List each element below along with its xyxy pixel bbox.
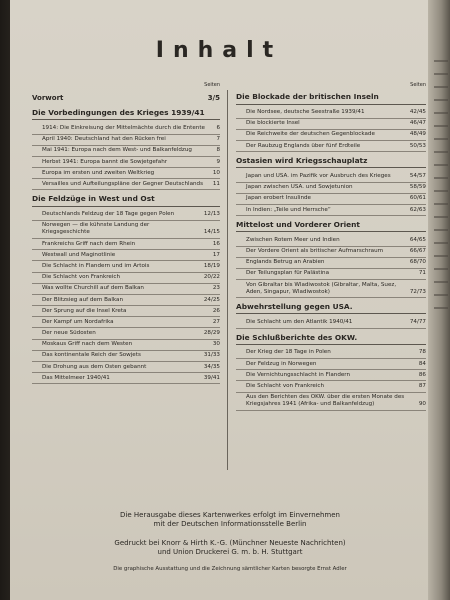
toc-entry-page: 87 bbox=[418, 383, 426, 389]
toc-entry bbox=[32, 328, 220, 339]
toc-entry bbox=[32, 340, 220, 351]
toc-entry bbox=[236, 183, 426, 194]
toc-entry-title: Europa im ersten und zweiten Weltkrieg bbox=[42, 169, 155, 176]
toc-entry-page: 28/29 bbox=[203, 330, 220, 337]
toc-entry-title: In Indien: „Teile und Herrsche“ bbox=[246, 206, 331, 213]
toc-entry bbox=[236, 108, 426, 119]
toc-entry bbox=[32, 168, 220, 179]
toc-entry-page: 6 bbox=[216, 125, 220, 132]
section-heading: Die Vorbedingungen des Krieges 1939/41 bbox=[32, 108, 220, 120]
toc-entry bbox=[32, 295, 220, 306]
toc-entry bbox=[236, 269, 426, 280]
page-title: Inhalt bbox=[155, 38, 283, 63]
publication-note-line2: mit der Deutschen Informationsstelle Berlin bbox=[153, 520, 307, 529]
toc-entry-title: Der Blitzsieg auf dem Balkan bbox=[42, 296, 124, 303]
toc-entry-title: Westwall und Maginotlinie bbox=[42, 251, 116, 258]
toc-entry-title: Japan und USA. im Pazifik vor Ausbruch des Krieges bbox=[246, 173, 391, 180]
toc-entry-title: Der neue Südosten bbox=[42, 330, 96, 337]
toc-entry bbox=[32, 273, 220, 284]
left-seiten-label: Seiten bbox=[204, 82, 220, 88]
toc-entry-page: 9 bbox=[216, 158, 220, 165]
toc-entry bbox=[32, 250, 220, 261]
toc-entry-title: Von Gibraltar bis Wladiwostok (Gibraltar, Malta, Suez, Aden, Singapur, Wladiwostok) bbox=[246, 281, 397, 295]
toc-entry-title: Die Schlacht um den Atlantik 1940/41 bbox=[246, 319, 353, 326]
next-page-text-marks bbox=[434, 60, 448, 320]
toc-entry-title: Der Vordere Orient als britischer Aufmarschraum bbox=[246, 248, 384, 255]
toc-entry bbox=[32, 284, 220, 295]
toc-entry bbox=[236, 359, 426, 370]
toc-entry bbox=[236, 235, 426, 246]
toc-entry bbox=[32, 123, 220, 134]
toc-entry-page: 18/19 bbox=[203, 262, 220, 269]
toc-entry bbox=[236, 247, 426, 258]
toc-entry-title: Die Drohung aus dem Osten gebannt bbox=[42, 363, 147, 370]
toc-entry-title: Herbst 1941: Europa bannt die Sowjetgefahr bbox=[42, 158, 168, 165]
toc-entry-page: 60/61 bbox=[409, 195, 426, 202]
toc-entry-title: April 1940: Deutschland hat den Rücken frei bbox=[42, 136, 166, 143]
toc-entry-page: 34/35 bbox=[203, 363, 220, 370]
toc-entry-title: Deutschlands Feldzug der 18 Tage gegen Polen bbox=[42, 211, 175, 218]
toc-entry-title: Japan zwischen USA. und Sowjetunion bbox=[246, 184, 353, 191]
toc-entry bbox=[32, 373, 220, 384]
toc-entry-page: 68/70 bbox=[409, 259, 426, 266]
toc-entry-title: Der Teilungsplan für Palästina bbox=[246, 270, 330, 277]
toc-entry-page: 30 bbox=[212, 341, 220, 348]
right-column bbox=[236, 82, 426, 411]
toc-entry-page: 8 bbox=[216, 147, 220, 154]
toc-entry-page: 7 bbox=[216, 136, 220, 143]
toc-entry bbox=[236, 370, 426, 381]
toc-entry-page: 23 bbox=[212, 285, 220, 292]
toc-entry bbox=[236, 280, 426, 298]
toc-entry bbox=[32, 317, 220, 328]
toc-entry bbox=[32, 135, 220, 146]
toc-entry bbox=[236, 205, 426, 216]
toc-entry bbox=[32, 362, 220, 373]
section-heading: Abwehrstellung gegen USA. bbox=[236, 302, 426, 314]
toc-entry bbox=[236, 317, 426, 328]
toc-entry-title: Aus den Berichten des OKW. über die ersten Monate des Kriegsjahres 1941 (Afrika- und Balkanfeldzug) bbox=[246, 394, 405, 408]
toc-entry bbox=[32, 179, 220, 190]
toc-entry-title: Was wollte Churchill auf dem Balkan bbox=[42, 285, 144, 292]
toc-entry-page: 58/59 bbox=[409, 184, 426, 191]
toc-entry-page: 17 bbox=[212, 251, 220, 258]
toc-entry bbox=[32, 306, 220, 317]
toc-entry-page: 39/41 bbox=[203, 374, 220, 381]
toc-entry-page: 90 bbox=[418, 401, 426, 408]
toc-entry-page: 20/22 bbox=[203, 274, 220, 281]
toc-entry-page: 71 bbox=[418, 270, 426, 277]
toc-entry-page: 62/63 bbox=[409, 206, 426, 213]
toc-entry bbox=[236, 194, 426, 205]
toc-entry-title: Die Reichweite der deutschen Gegenblockade bbox=[246, 131, 375, 138]
section-heading: Die Blockade der britischen Inseln bbox=[236, 92, 426, 104]
toc-entry bbox=[32, 239, 220, 250]
toc-entry-page: 48/49 bbox=[409, 131, 426, 138]
toc-entry-page: 74/77 bbox=[409, 319, 426, 326]
toc-entry-title: Der Krieg der 18 Tage in Polen bbox=[246, 349, 331, 356]
printer-note-line1: Gedruckt bei Knorr & Hirth K.-G. (Münchner Neueste Nachrichten) bbox=[114, 539, 346, 547]
toc-entry-title: Zwischen Rotem Meer und Indien bbox=[246, 236, 340, 243]
toc-entry-title: Das Mittelmeer 1940/41 bbox=[42, 374, 110, 381]
toc-entry bbox=[236, 348, 426, 359]
toc-entry-page: 86 bbox=[418, 371, 426, 378]
section-heading: Die Feldzüge in West und Ost bbox=[32, 194, 220, 206]
toc-entry-page: 78 bbox=[418, 349, 426, 356]
toc-entry bbox=[32, 351, 220, 362]
toc-entry-page: 31/33 bbox=[203, 352, 220, 359]
toc-entry-page: 42/45 bbox=[409, 109, 426, 116]
toc-entry bbox=[236, 258, 426, 269]
toc-entry-title: Englands Betrug an Arabien bbox=[246, 259, 325, 266]
section-heading: Mittelost und Vorderer Orient bbox=[236, 220, 426, 232]
toc-entry-page: 50/53 bbox=[409, 142, 426, 149]
section-heading: Die Schlußberichte des OKW. bbox=[236, 333, 426, 345]
toc-entry-title: Die Schlacht von Frankreich bbox=[42, 274, 120, 281]
column-divider bbox=[227, 90, 228, 470]
left-column bbox=[32, 82, 220, 384]
toc-entry bbox=[236, 393, 426, 411]
toc-entry-title: Die Schlacht von Frankreich bbox=[246, 383, 324, 389]
toc-entry bbox=[32, 210, 220, 221]
right-seiten-label: Seiten bbox=[410, 82, 426, 88]
toc-entry bbox=[32, 261, 220, 272]
toc-entry-title: Die Schlacht in Flandern und im Artois bbox=[42, 262, 150, 269]
toc-entry-page: 84 bbox=[418, 360, 426, 367]
toc-entry-title: Versailles und Aufteilungspläne der Gegner Deutschlands bbox=[42, 180, 204, 187]
toc-entry-title: Moskaus Griff nach dem Westen bbox=[42, 341, 133, 348]
toc-entry bbox=[236, 141, 426, 152]
vorwort-title: Vorwort bbox=[32, 93, 64, 102]
toc-entry-page: 24/25 bbox=[203, 296, 220, 303]
vorwort-page: 3/5 bbox=[207, 93, 220, 102]
toc-entry-title: Die Nordsee, deutsche Seestraße 1939/41 bbox=[246, 109, 365, 116]
publication-note-line1: Die Herausgabe dieses Kartenwerkes erfolgt im Einvernehmen bbox=[120, 511, 340, 519]
publication-note bbox=[30, 511, 430, 530]
vorwort-entry bbox=[32, 92, 220, 104]
toc-entry-page: 11 bbox=[212, 180, 220, 187]
toc-entry-page: 64/65 bbox=[409, 236, 426, 243]
toc-entry-title: Norwegen — die kühnste Landung der Kriegsgeschichte bbox=[42, 222, 150, 236]
toc-entry bbox=[32, 157, 220, 168]
toc-entry-title: 1914: Die Einkreisung der Mittelmächte durch die Entente bbox=[42, 125, 205, 132]
toc-entry-page: 46/47 bbox=[409, 120, 426, 127]
toc-entry bbox=[32, 221, 220, 239]
toc-entry bbox=[236, 130, 426, 141]
printer-note-line2: und Union Druckerei G. m. b. H. Stuttgart bbox=[157, 548, 303, 557]
toc-entry bbox=[236, 171, 426, 182]
toc-entry-page: 16 bbox=[212, 240, 220, 247]
section-heading: Ostasien wird Kriegsschauplatz bbox=[236, 156, 426, 168]
toc-entry-title: Das kontinentale Reich der Sowjets bbox=[42, 352, 141, 359]
toc-entry-title: Der Kampf um Nordafrika bbox=[42, 318, 114, 325]
toc-entry-page: 72/73 bbox=[409, 288, 426, 295]
toc-entry-title: Frankreichs Griff nach dem Rhein bbox=[42, 240, 136, 247]
contents-page bbox=[10, 0, 428, 600]
toc-entry-page: 10 bbox=[212, 169, 220, 176]
toc-entry-title: Der Raubzug Englands über fünf Erdteile bbox=[246, 142, 361, 149]
toc-entry-page: 12/13 bbox=[203, 211, 220, 218]
toc-entry-page: 54/57 bbox=[409, 173, 426, 180]
toc-entry-title: Die Vernichtungsschlacht in Flandern bbox=[246, 371, 351, 378]
toc-entry-page: 27 bbox=[212, 318, 220, 325]
toc-entry bbox=[32, 146, 220, 157]
toc-entry-page: 26 bbox=[212, 307, 220, 314]
toc-entry bbox=[236, 381, 426, 392]
toc-entry-title: Der Sprung auf die Insel Kreta bbox=[42, 307, 127, 314]
printer-note bbox=[30, 539, 430, 558]
toc-entry-title: Mai 1941: Europa nach dem West- und Balkanfeldzug bbox=[42, 147, 192, 154]
right-sections bbox=[236, 92, 426, 410]
toc-entry-title: Die blockierte Insel bbox=[246, 120, 300, 127]
left-sections bbox=[32, 108, 220, 384]
toc-entry bbox=[236, 119, 426, 130]
toc-entry-page: 66/67 bbox=[409, 248, 426, 255]
credit-note: Die graphische Ausstattung und die Zeichnung sämtlicher Karten besorgte Ernst Adler bbox=[113, 566, 347, 572]
toc-entry-title: Japan erobert Insulinde bbox=[246, 195, 311, 202]
toc-entry-page: 14/15 bbox=[203, 229, 220, 236]
toc-entry-title: Der Feldzug in Norwegen bbox=[246, 360, 317, 367]
